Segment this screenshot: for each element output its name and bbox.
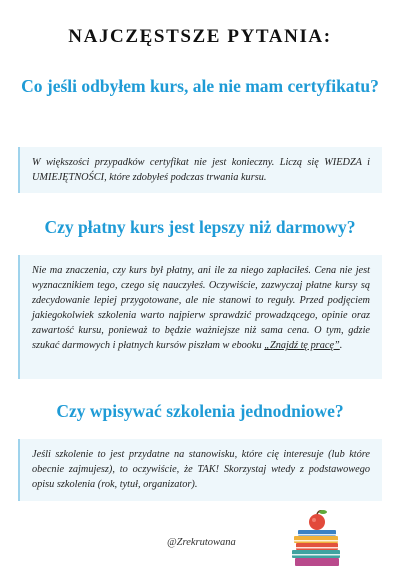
faq-answer-card-3 <box>18 439 382 501</box>
page-title: NAJCZĘSTSZE PYTANIA: <box>68 26 332 47</box>
faq-question-3: Czy wpisywać szkolenia jednodniowe? <box>56 401 344 421</box>
faq-answer-2-end: . <box>339 340 343 352</box>
books-with-apple-icon <box>286 508 348 566</box>
faq-answer-2-text: Nie ma znaczenia, czy kurs był płatny, ani ile za niego zapłaciłeś. Cena nie jest wyznacznikiem tego, czego się nauczyłeś. Oczywiście, zazwyczaj płatne kursy są zdecydowanie lepiej przygotowane, ale nie stanowi to reguły. Przed podjęciem jakiegokolwiek szkolenia warto najpierw sprawdzić prowadzącego, opinie oraz zawartość kursu, ponieważ to będzie ważniejsze niż sama cena. O tym, gdzie szukać darmowych i płatnych kursów piszłam w ebooku <box>32 265 370 352</box>
faq-answer-card-2 <box>18 255 382 379</box>
footer-handle: @Zrekrutowana <box>167 537 236 548</box>
faq-answer-card-1 <box>18 147 382 193</box>
faq-question-1: Co jeśli odbyłem kurs, ale nie mam certyfikatu? <box>21 76 379 96</box>
faq-answer-3: Jeśli szkolenie to jest przydatne na stanowisku, które cię interesuje (lub które obecnie zajmujesz), to oczywiście, że TAK! Skorzystaj wtedy z podstawowego opisu szkolenia (rok, tytuł, organizator). <box>32 449 370 491</box>
faq-answer-2 <box>32 263 370 354</box>
ebook-link[interactable]: „Znajdź tę pracę” <box>264 340 340 352</box>
faq-question-2: Czy płatny kurs jest lepszy niż darmowy? <box>44 217 356 237</box>
faq-answer-1: W większości przypadków certyfikat nie jest konieczny. Liczą się WIEDZA i UMIEJĘTNOŚCI, które zdobyłeś podczas trwania kursu. <box>32 157 370 184</box>
